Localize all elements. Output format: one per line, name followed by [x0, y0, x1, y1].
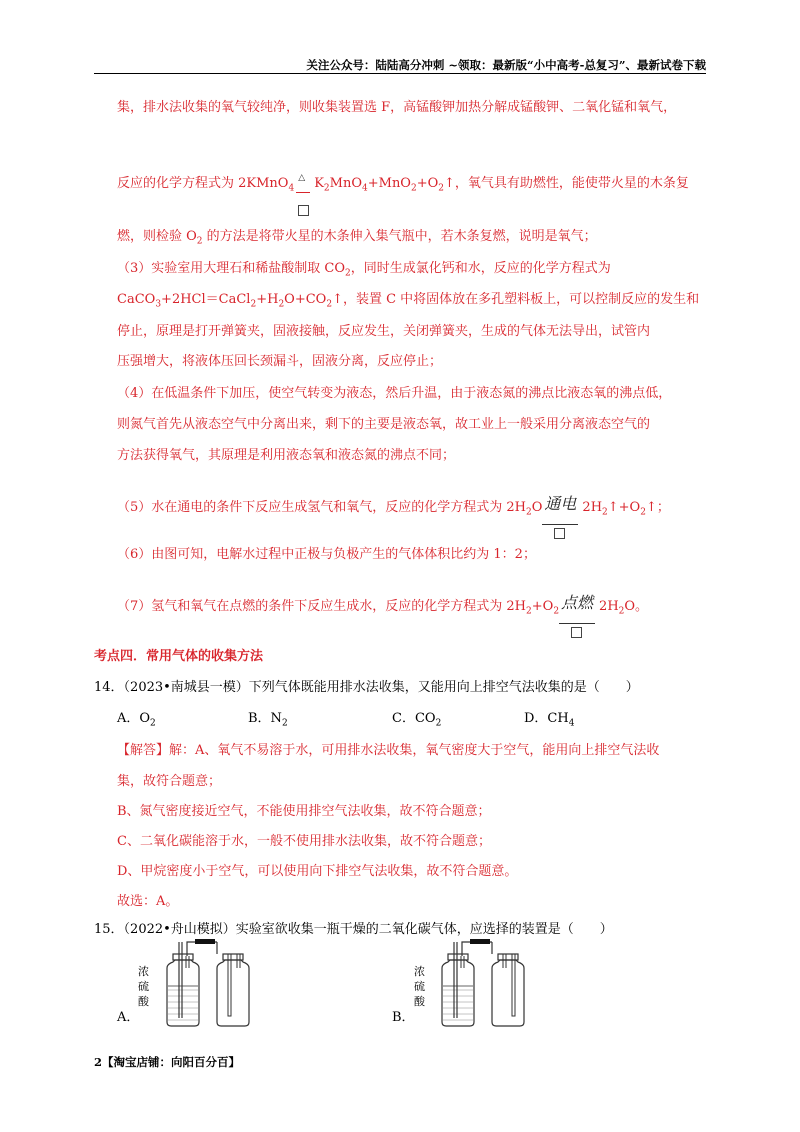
answer-line: 集，故符合题意；: [117, 774, 222, 789]
question-15-stem: 15．（2022•舟山模拟）实验室欲收集一瓶干燥的二氧化碳气体，应选择的装置是（ ）: [94, 922, 613, 937]
question-14-stem: 14．（2023•南城县一模）下列气体既能用排水法收集，又能用向上排空气法收集的是（ ）: [94, 680, 639, 695]
acid-label-b: 浓 硫 酸: [414, 965, 425, 1008]
acid-label-a: 浓 硫 酸: [138, 965, 149, 1008]
answer-line-equation-electrolysis: （5）水在通电的条件下反应生成氢气和氧气，反应的化学方程式为 $2H_2O$ 通电 $2H_2↑+O_2↑$；: [117, 496, 670, 518]
answer-line: C、二氧化碳能溶于水，一般不使用排水法收集，故不符合题意；: [117, 834, 491, 849]
answer-line: $CaCO_3+2HCl=CaCl_2+H_2O+CO_2↑$，装置 C 中将固体放在多孔塑料板上，可以控制反应的发生和: [117, 292, 700, 310]
page-header: 关注公众号：陆陆高分冲刺 ~领取：最新版“小中高考-总复习”、最新试卷下载: [306, 58, 706, 72]
answer-line: B、氮气密度接近空气，不能使用排空气法收集，故不符合题意；: [117, 804, 491, 819]
option-b: B．$N_2$: [248, 711, 288, 729]
answer-line: 集，排水法收集的氧气较纯净，则收集装置选 F，高锰酸钾加热分解成锰酸钾、二氧化锰和氧气，: [117, 100, 677, 115]
answer-line: 压强增大，将液体压回长颈漏斗，固液分离，反应停止；: [117, 354, 443, 369]
answer-line-equation-combustion: （7）氢气和氧气在点燃的条件下反应生成水，反应的化学方程式为 $2H_2+O_2$ 点燃 $2H_2O$。: [117, 595, 648, 617]
gas-washing-apparatus-a: [155, 938, 260, 1028]
page-number: 2: [94, 1055, 103, 1069]
option-b-label: B．: [392, 1010, 415, 1025]
option-c: C．$CO_2$: [392, 711, 442, 729]
answer-line: D、甲烷密度小于空气，可以使用向下排空气法收集，故不符合题意。: [117, 864, 518, 879]
answer-line: （3）实验室用大理石和稀盐酸制取 $CO_2$，同时生成氯化钙和水，反应的化学方程式为: [117, 261, 611, 279]
option-d: D．$CH_4$: [524, 711, 575, 729]
header-divider: [94, 73, 706, 74]
answer-line: 故选：A。: [117, 894, 179, 909]
answer-line: 方法获得氧气，其原理是利用液态氧和液态氮的沸点不同；: [117, 448, 456, 463]
answer-line: （4）在低温条件下加压，使空气转变为液态，然后升温，由于液态氮的沸点比液态氧的沸点低，: [117, 386, 672, 401]
page-footer: 2【淘宝店铺：向阳百分百】: [94, 1055, 241, 1069]
answer-line-equation-kmno4: 反应的化学方程式为 2KMnO$_4$ △ $K_2MnO_4+MnO_2+O_2↑$，氧气具有助燃性，能使带火星的木条复: [117, 172, 689, 194]
answer-tag: 【解答】: [117, 743, 170, 758]
section-heading: 考点四．常用气体的收集方法: [94, 649, 264, 664]
gas-washing-apparatus-b: [430, 938, 535, 1028]
answer-line: 停止，原理是打开弹簧夹，固液接触，反应发生，关闭弹簧夹，生成的气体无法导出，试管内: [117, 324, 651, 339]
answer-line: 【解答】解：A、氧气不易溶于水，可用排水法收集，氧气密度大于空气，能用向上排空气法收: [117, 743, 660, 758]
answer-line: 则氮气首先从液态空气中分离出来，剩下的主要是液态氧，故工业上一般采用分离液态空气的: [117, 417, 651, 432]
answer-line: （6）由图可知，电解水过程中正极与负极产生的气体体积比约为 1：2；: [117, 547, 536, 562]
option-a-label: A．: [117, 1010, 140, 1025]
option-a: A．$O_2$: [117, 711, 156, 729]
answer-line: 燃，则检验 $O_2$ 的方法是将带火星的木条伸入集气瓶中，若木条复燃，说明是氧气；: [117, 229, 597, 247]
